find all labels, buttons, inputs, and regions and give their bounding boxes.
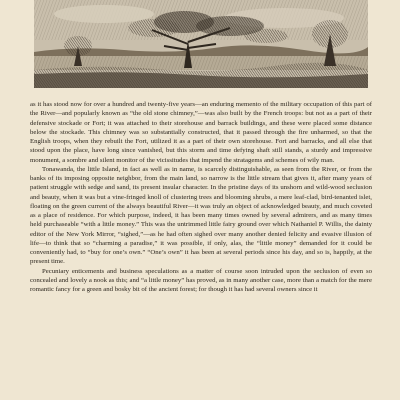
- paragraph: Tonawanda, the little Island, in fact as well as in name, is scarcely distinguishable, as seen from the River, or from the banks of its imposing opposite neighbor, from the main land, so narrow is the little stream that gives it, after many years of patient struggle with sedge and sand, its present insular character. In the pristine days of its unshorn and wild-wood seclusion and beauty, when it was but a vine-fringed knoll of clustering trees and blooming shrubs, a mere leaf-clad, bird-tenanted islet, floating on the green current of the always beautiful River—it was truly an object of acknowledged beauty, and much coveted as a place of residence. For which purpose, indeed, it has been many times owned by several admirers, and as many times held purchaseable “with a little money.” This was the untrimmed little fairy ground over which Nathaniel P. Willis, the dainty editor of the New York Mirror, “sighed,”—as he had often sighed over many another denied felicity and evasive illusion of life—to think that so “charming a paradise,” it was possible, if only, alas, the “little money” demanded for it could be conveniently had, to “buy for one’s own.” “One’s own” it has been at several periods since his day, and so is, happily, at the present time.: [30, 165, 372, 266]
- body-text: [30, 100, 372, 294]
- paragraph: as it has stood now for over a hundred and twenty-five years—an enduring memento of the military occupation of this part of the River—and popularly known as “the old stone chimney,”—was also built by the French troops: but not as a part of their defensive stockade or Fort; it was attached to their storehouse and barrack buildings, and these were placed some distance below the stockade. This chimney was so substantially constructed, that it passed through the fire unharmed, so that the English troops, when they rebuilt the Fort, utilized it as a part of their own storehouse. Fort and barracks, and all else that stood upon the place, have long since vanished, but this storm and time defying shaft still stands, a sturdy and impressive monument, a sombre and silent monitor of the vicissitudes that impend the stratagems and schemes of wily man.: [30, 101, 372, 164]
- landscape-engraving: [34, 0, 368, 88]
- engraved-illustration: [34, 0, 368, 88]
- paragraph: Pecuniary enticements and business speculations as a matter of course soon intruded upon the seclusion of even so concealed and lovely a nook as this; and “a little money” has proved, as in many another case, more than a match for the mere romantic fancy for a green and bosky bit of the ancient forest; for though it has had several owners since it: [30, 267, 372, 293]
